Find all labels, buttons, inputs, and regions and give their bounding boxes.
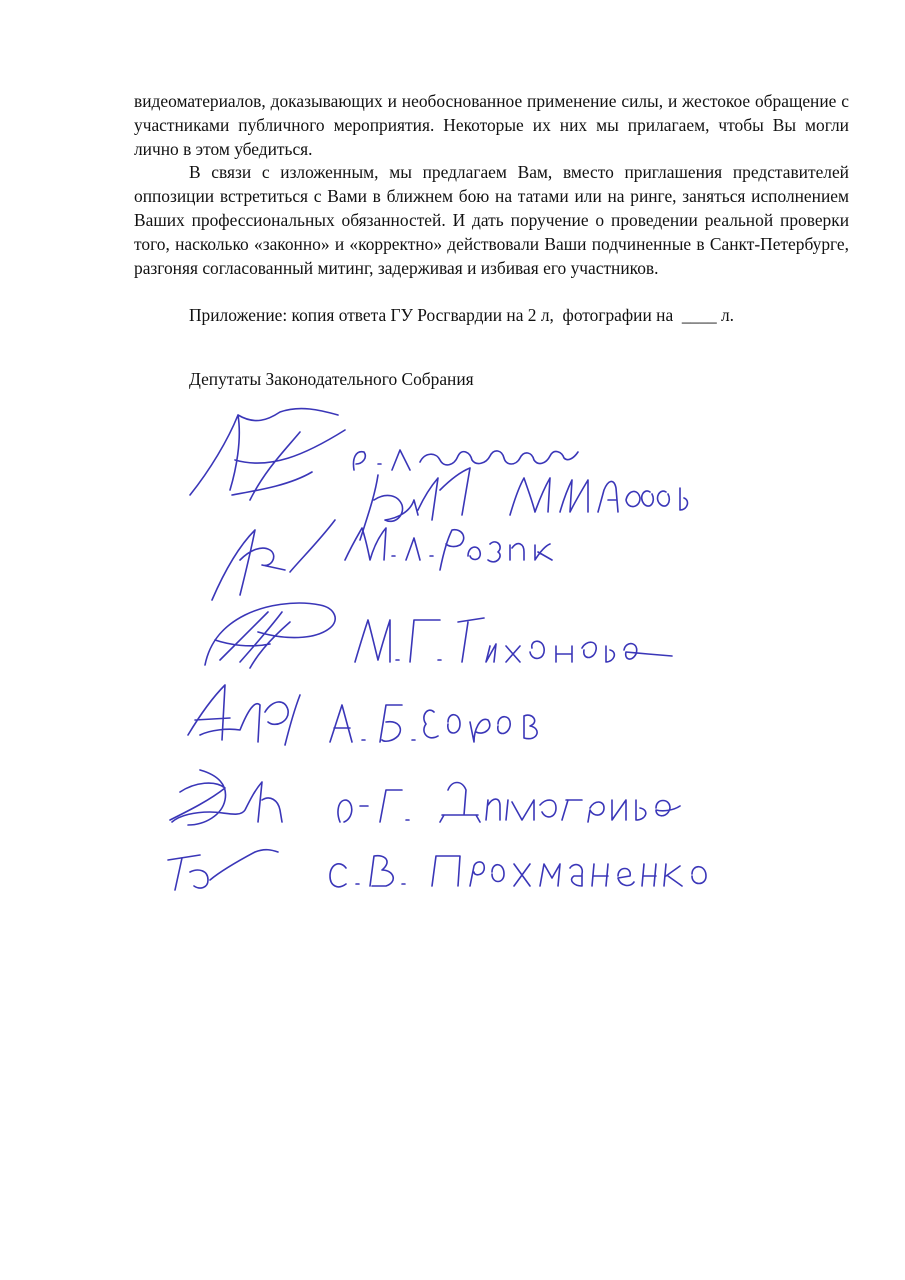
signature-1 <box>190 409 578 500</box>
signature-5 <box>188 685 537 745</box>
appendix-line: Приложение: копия ответа ГУ Росгвардии на 2 л, фотографии на ____ л. <box>189 305 735 325</box>
signature-2 <box>360 468 687 540</box>
signature-6 <box>170 770 680 825</box>
signatories-heading: Депутаты Законодательного Собрания <box>189 369 474 389</box>
signature-4 <box>205 603 672 668</box>
signature-3 <box>212 520 552 600</box>
signature-7 <box>168 850 706 890</box>
letter-body <box>134 90 849 280</box>
paragraph-continued: видеоматериалов, доказывающих и необоснованное применение силы, и жестокое обращение с участниками публичного мероприятия. Некоторые их них мы прилагаем, чтобы Вы могли лично в этом убедиться. <box>134 91 849 159</box>
paragraph-proposal: В связи с изложенным, мы предлагаем Вам, вместо приглашения представителей оппозиции встретиться с Вами в ближнем бою на татами или на ринге, заняться исполнением Ваших профессиональных обязанностей. И дать поручение о проведении реальной проверки того, насколько «законно» и «корректно» действовали Ваши подчиненные в Санкт-Петербурге, разгоняя согласованный митинг, задерживая и избивая его участников. <box>134 162 849 278</box>
